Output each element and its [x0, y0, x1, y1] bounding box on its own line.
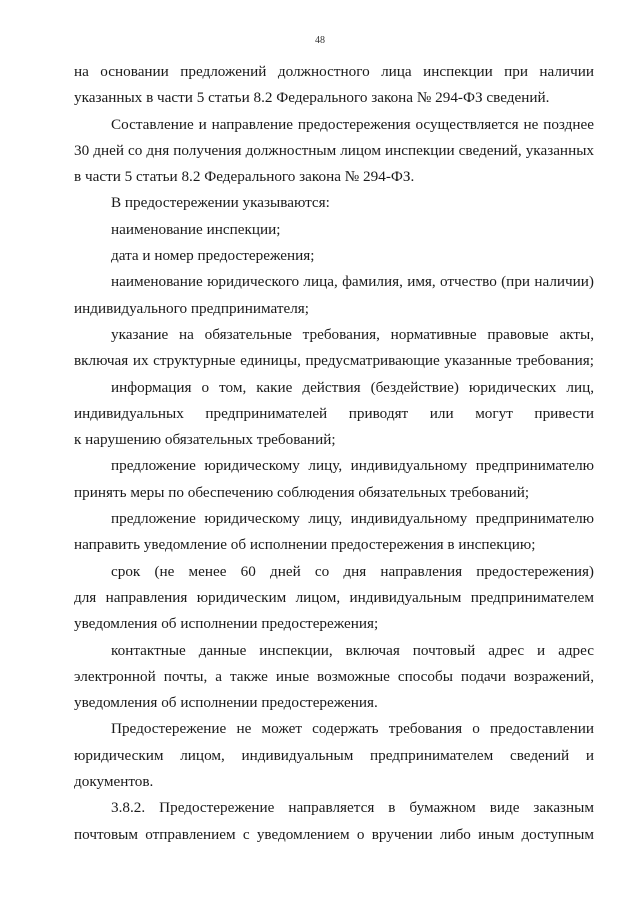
text-line: информация о том, какие действия (бездействие) юридических лиц, [111, 378, 594, 396]
text-line: индивидуальных предпринимателей приводят или могут привести [74, 404, 594, 422]
text-line: контактные данные инспекции, включая почтовый адрес и адрес [111, 641, 594, 659]
text-line: документов. [74, 773, 154, 791]
text-line: Составление и направление предостережения осуществляется не позднее [111, 115, 594, 133]
text-line: В предостережении указываются: [111, 194, 330, 212]
text-line: уведомления об исполнении предостережения; [74, 615, 379, 633]
page-number: 48 [315, 35, 325, 46]
text-line: почтовым отправлением с уведомлением о вручении либо иным доступным [74, 825, 594, 843]
text-line: 30 дней со дня получения должностным лицом инспекции сведений, указанных [74, 141, 594, 159]
text-line: включая их структурные единицы, предусматривающие указанные требования; [74, 352, 594, 370]
text-line: указанных в части 5 статьи 8.2 Федерального закона № 294-ФЗ сведений. [74, 89, 550, 107]
text-line: срок (не менее 60 дней со дня направления предостережения) [111, 562, 594, 580]
text-line: принять меры по обеспечению соблюдения обязательных требований; [74, 483, 530, 501]
text-line: в части 5 статьи 8.2 Федерального закона № 294-ФЗ. [74, 168, 415, 186]
text-line: электронной почты, а также иные возможные способы подачи возражений, [74, 667, 594, 685]
text-line: на основании предложений должностного лица инспекции при наличии [74, 63, 594, 80]
text-line: уведомления об исполнении предостережения. [74, 694, 378, 712]
text-line: направить уведомление об исполнении предостережения в инспекцию; [74, 536, 536, 554]
body-text [74, 59, 594, 848]
text-line: предложение юридическому лицу, индивидуальному предпринимателю [111, 457, 594, 475]
text-line: указание на обязательные требования, нормативные правовые акты, [111, 325, 594, 343]
text-line: для направления юридическим лицом, индивидуальным предпринимателем [74, 588, 594, 606]
text-line: 3.8.2. Предостережение направляется в бумажном виде заказным [111, 799, 594, 817]
text-line: юридическим лицом, индивидуальным предпринимателем сведений и [74, 746, 594, 764]
text-line: дата и номер предостережения; [111, 247, 315, 265]
text-line: предложение юридическому лицу, индивидуальному предпринимателю [111, 510, 594, 528]
text-line: Предостережение не может содержать требования о предоставлении [111, 720, 594, 738]
text-line: к нарушению обязательных требований; [74, 431, 336, 449]
text-line: наименование инспекции; [111, 220, 281, 238]
text-line: индивидуального предпринимателя; [74, 299, 309, 317]
text-line: наименование юридического лица, фамилия, имя, отчество (при наличии) [111, 273, 594, 291]
